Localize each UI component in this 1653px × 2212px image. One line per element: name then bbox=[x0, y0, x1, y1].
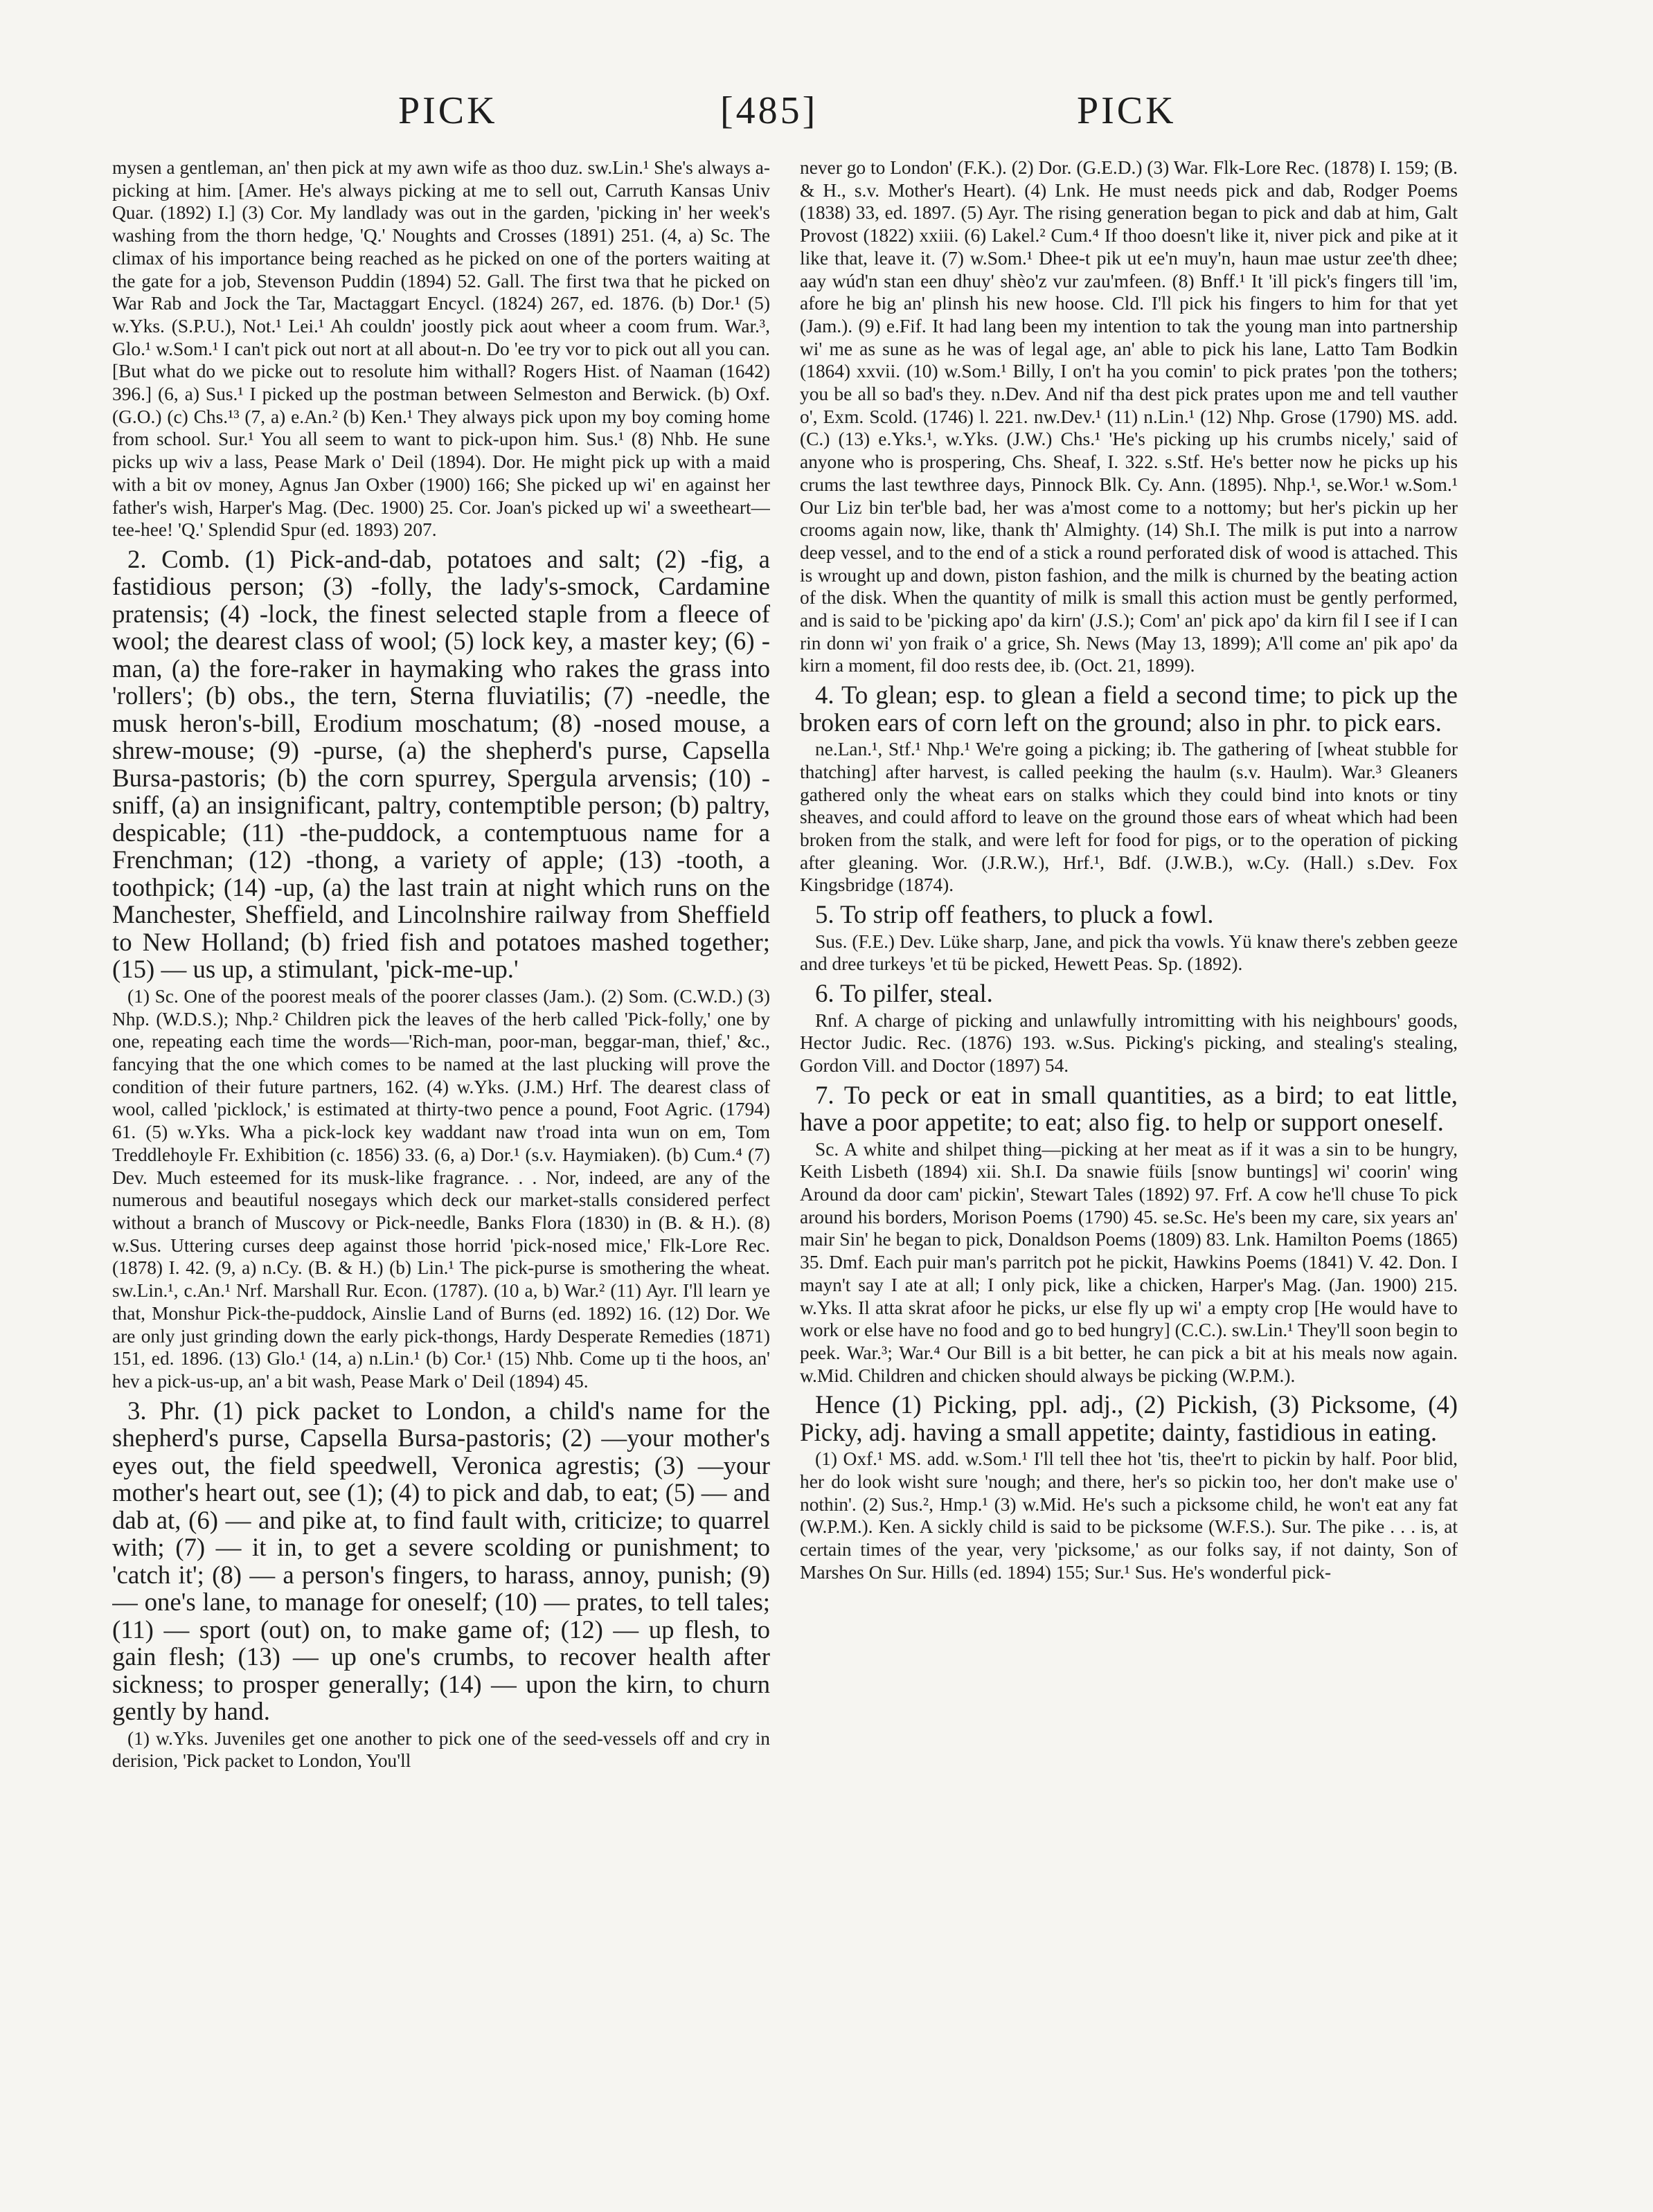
citations-derivatives: (1) Oxf.¹ MS. add. w.Som.¹ I'll tell thee hot 'tis, thee'rt to pickin by half. Poor blid, her do look wisht sure 'nough; and there, her's so pickin too, her don't make use o' nothin'. (2) Sus.², Hmp.¹ (3) w.Mid. He's such a picksome child, he won't eat any fat (W.P.M.). Ken. A sickly child is said to be picksome (W.F.S.). Sur. The pike . . . is, at certain times of the year, very 'picksome,' as our folks say, if not dainty, Son of Marshes On Sur. Hills (ed. 1894) 155; Sur.¹ Sus. He's wonderful pick- bbox=[800, 1448, 1458, 1583]
right-column bbox=[800, 156, 1458, 2164]
citations-phrases-continued: never go to London' (F.K.). (2) Dor. (G.E.D.) (3) War. Flk-Lore Rec. (1878) I. 159; (B. & H., s.v. Mother's Heart). (4) Lnk. He must needs pick and dab, Rodger Poems (1838) 33, ed. 1897. (5) Ayr. The rising generation began to pick and dab at him, Galt Provost (1822) xxiii. (6) Lakel.² Cum.⁴ If thoo doesn't like it, niver pick and pike at it like that, leave it. (7) w.Som.¹ Dhee-t pik ut ee'n muy'n, haun mae ustur zee'th dhee; aay wúd'n stan een dhuy' shèo'z vur zau'mfeen. (8) Bnff.¹ It 'ill pick's fingers till 'im, afore he big an' plinsh his new hoose. Cld. I'll pick his fingers to him for that yet (Jam.). (9) e.Fif. It had lang been my intention to tak the young man into partnership wi' me as sune as he was of legal age, an' able to pick his lane, Latto Tam Bodkin (1864) xxvii. (10) w.Som.¹ Billy, I on't ha you comin' to pick prates 'pon the tothers; you be all so bad's they. n.Dev. And nif tha dest pick prates upon me and tell vauther o', Exm. Scold. (1746) l. 221. nw.Dev.¹ (11) n.Lin.¹ (12) Nhp. Grose (1790) MS. add. (C.) (13) e.Yks.¹, w.Yks. (J.W.) Chs.¹ 'He's picking up his crumbs nicely,' said of anyone who is prospering, Chs. Sheaf, I. 322. s.Stf. He's better now he picks up his crums the last tewthree days, Pinnock Blk. Cy. Ann. (1895). Nhp.¹, se.Wor.¹ w.Som.¹ Our Liz bin ter'ble bad, her was a'most come to a nottomy; but her's pickin up her crooms again now, like, thank th' Almighty. (14) Sh.I. The milk is put into a narrow deep vessel, and to the end of a stick a round perforated disk of wood is attached. This is wrought up and down, piston fashion, and the milk is churned by the beating action of the disk. When the quantity of milk is small this action must be gently performed, and is said to be 'picking apo' da kirn' (J.S.); Com' an' pick apo' da kirn fil I see if I can rin donn wi' yon fraik o' a grice, Sh. News (May 13, 1899); A'll come an' pik apo' da kirn a moment, fil doo rests dee, ib. (Oct. 21, 1899). bbox=[800, 157, 1458, 676]
citations-glean: ne.Lan.¹, Stf.¹ Nhp.¹ We're going a picking; ib. The gathering of [wheat stubble for thatching] after harvest, is called peeking the haulm (s.v. Haulm). War.³ Gleaners gathered only the wheat ears on stalks which they could bind into knots or tiny sheaves, and could afford to leave on the ground those ears of wheat which had been broken from the stalk, and were left for food for pigs, or to the operation of picking after gleaning. Wor. (J.R.W.), Hrf.¹, Bdf. (J.W.B.), w.Cy. (Hall.) s.Dev. Fox Kingsbridge (1874). bbox=[800, 739, 1458, 896]
citations-pluck: Sus. (F.E.) Dev. Lüke sharp, Jane, and pick tha vowls. Yü knaw there's zebben geeze and dree turkeys 'et tü be picked, Hewett Peas. Sp. (1892). bbox=[800, 930, 1458, 975]
sense-4-glean: 4. To glean; esp. to glean a field a second time; to pick up the broken ears of corn left on the ground; also in phr. to pick ears. bbox=[800, 681, 1458, 737]
headword-right: PICK bbox=[1077, 89, 1177, 132]
headword-left: PICK bbox=[398, 89, 498, 132]
derivatives: Hence (1) Picking, ppl. adj., (2) Pickish, (3) Picksome, (4) Picky, adj. having a small appetite; dainty, fastidious in eating. bbox=[800, 1390, 1458, 1446]
sense-5-pluck: 5. To strip off feathers, to pluck a fowl. bbox=[815, 900, 1214, 929]
citations-peck: Sc. A white and shilpet thing—picking at her meat as if it was a sin to be hungry, Keith Lisbeth (1894) xii. Sh.I. Da snawie füils [snow buntings] wi' coorin' wing Around da door cam' pickin', Stewart Tales (1892) 97. Frf. A cow he'll chuse To pick around his borders, Morison Poems (1790) 45. se.Sc. He's been my care, six years an' mair Sin' he began to pick, Donaldson Poems (1809) 83. Lnk. Hamilton Poems (1865) 35. Dmf. Each puir man's parritch pot he pickit, Hawkins Poems (1841) V. 42. Don. I mayn't say I ate at all; I only pick, like a chicken, Harper's Mag. (Jan. 1900) 215. w.Yks. Il atta skrat afoor he picks, ur else fly up wi' a empty crop [He would have to work or else have no food and go to bed hungry] (C.C.). sw.Lin.¹ They'll soon begin to peek. War.³; War.⁴ Our Bill is a bit better, he can pick a bit at his meals now again. w.Mid. Children and chicken should always be picking (W.P.M.). bbox=[800, 1138, 1458, 1386]
page-number: [485] bbox=[720, 89, 819, 132]
citations-phrases: (1) w.Yks. Juveniles get one another to pick one of the seed-vessels off and cry in derision, 'Pick packet to London, You'll bbox=[112, 1727, 770, 1772]
running-head bbox=[0, 89, 1653, 144]
citations-pilfer: Rnf. A charge of picking and unlawfully intromitting with his neighbours' goods, Hector Judic. Rec. (1876) 193. w.Sus. Picking's picking, and stealing's stealing, Gordon Vill. and Doctor (1897) 54. bbox=[800, 1009, 1458, 1076]
paragraph-continuation: mysen a gentleman, an' then pick at my awn wife as thoo duz. sw.Lin.¹ She's always a-picking at him. [Amer. He's always picking at me to sell out, Carruth Kansas Univ Quar. (1892) I.] (3) Cor. My landlady was out in the garden, 'picking in' her week's washing from the thorn hedge, 'Q.' Noughts and Crosses (1891) 251. (4, a) Sc. The climax of his importance being reached as he picked on one of the porters waiting at the gate for a job, Stevenson Puddin (1894) 52. Gall. The first twa that he picked on War Rab and Jock the Tar, Mactaggart Encycl. (1824) 267, ed. 1876. (b) Dor.¹ (5) w.Yks. (S.P.U.), Not.¹ Lei.¹ Ah couldn' joostly pick aout wheer a coom frum. War.³, Glo.¹ w.Som.¹ I can't pick out nort at all about-n. Do 'ee try vor to pick out all you can. [But what do we picke out to resolute him withall? Rogers Hist. of Naaman (1642) 396.] (6, a) Sus.¹ I picked up the postman between Selmeston and Berwick. (b) Oxf. (G.O.) (c) Chs.¹³ (7, a) e.An.² (b) Ken.¹ They always pick upon my boy coming home from school. Sur.¹ You all seem to want to pick-upon him. Sus.¹ (8) Nhb. He sune picks up wiv a lass, Pease Mark o' Deil (1894). Dor. He might pick up with a maid with a bit ov money, Agnus Jan Oxber (1900) 166; She picked up wi' en against her father's wish, Harper's Mag. (Dec. 1900) 25. Cor. Joan's picked up wi' a sweetheart—tee-hee! 'Q.' Splendid Spur (ed. 1893) 207. bbox=[112, 157, 770, 541]
citations-compounds: (1) Sc. One of the poorest meals of the poorer classes (Jam.). (2) Som. (C.W.D.) (3) Nhp. (W.D.S.); Nhp.² Children pick the leaves of the herb called 'Pick-folly,' one by one, repeating each time the words—'Rich-man, poor-man, beggar-man, thief,' &c., fancying that the one which comes to be named at the last plucking will prove the condition of their future partners, 162. (4) w.Yks. (J.M.) Hrf. The dearest class of wool, called 'picklock,' is estimated at thirty-two pence a pound, Foot Agric. (1794) 61. (5) w.Yks. Wha a pick-lock key waddant naw t'road inta wun on em, Tom Treddlehoyle Fr. Exhibition (c. 1856) 33. (6, a) Dor.¹ (s.v. Haymiaken). (b) Cum.⁴ (7) Dev. Much esteemed for its musk-like fragrance. . . Nor, indeed, are any of the numerous and beautiful nosegays which deck our market-stalls considered perfect without a branch of Muscovy or Pick-needle, Banks Flora (1830) in (B. & H.). (8) w.Sus. Uttering curses deep against those horrid 'pick-nosed mice,' Flk-Lore Rec. (1878) I. 42. (9, a) n.Cy. (B. & H.) (b) Lin.¹ The pick-purse is smothering the wheat. sw.Lin.¹, c.An.¹ Nrf. Marshall Rur. Econ. (1787). (10 a, b) War.² (11) Ayr. I'll learn ye that, Monshur Pick-the-puddock, Ainslie Land of Burns (ed. 1892) 16. (12) Dor. We are only just grinding down the early pick-thongs, Hardy Desperate Remedies (1871) 151, ed. 1896. (13) Glo.¹ (14, a) n.Lin.¹ (b) Cor.¹ (15) Nhb. Come up ti the hoos, an' hev a pick-us-up, an' a bit wash, Pease Mark o' Deil (1894) 45. bbox=[112, 985, 770, 1392]
sense-6-pilfer: 6. To pilfer, steal. bbox=[815, 979, 993, 1007]
left-column bbox=[112, 156, 770, 2164]
sense-7-peck: 7. To peck or eat in small quantities, as a bird; to eat little, have a poor appetite; to eat; also fig. to help or support oneself. bbox=[800, 1080, 1458, 1137]
sense-2-compounds: 2. Comb. (1) Pick-and-dab, potatoes and salt; (2) -fig, a fastidious person; (3) -folly, the lady's-smock, Cardamine pratensis; (4) -lock, the finest selected staple from a fleece of wool; the dearest class of wool; (5) lock key, a master key; (6) -man, (a) the fore-raker in haymaking who rakes the grass into 'rollers'; (b) obs., the tern, Sterna fluviatilis; (7) -needle, the musk heron's-bill, Erodium moschatum; (8) -nosed mouse, a shrew-mouse; (9) -purse, (a) the shepherd's purse, Capsella Bursa-pastoris; (b) the corn spurrey, Spergula arvensis; (10) -sniff, (a) an insignificant, paltry, contemptible person; (b) paltry, despicable; (11) -the-puddock, a contemptuous name for a Frenchman; (12) -thong, a variety of apple; (13) -tooth, a toothpick; (14) -up, (a) the last train at night which runs on the Manchester, Sheffield, and Lincolnshire railway from Sheffield to New Holland; (b) fried fish and potatoes mashed together; (15) — us up, a stimulant, 'pick-me-up.' bbox=[112, 544, 770, 984]
sense-3-phrases: 3. Phr. (1) pick packet to London, a child's name for the shepherd's purse, Capsella Bursa-pastoris; (2) —your mother's eyes out, the field speedwell, Veronica agrestis; (3) —your mother's heart out, see (1); (4) to pick and dab, to eat; (5) — and dab at, (6) — and pike at, to find fault with, criticize; to quarrel with; (7) — it in, to get a severe scolding or punishment; to 'catch it'; (8) — a person's fingers, to harass, annoy, punish; (9) — one's lane, to manage for oneself; (10) — prates, to tell tales; (11) — sport (out) on, to make game of; (12) — up flesh, to gain flesh; (13) — up one's crumbs, to recover health after sickness; to prosper generally; (14) — upon the kirn, to churn gently by hand. bbox=[112, 1396, 770, 1726]
